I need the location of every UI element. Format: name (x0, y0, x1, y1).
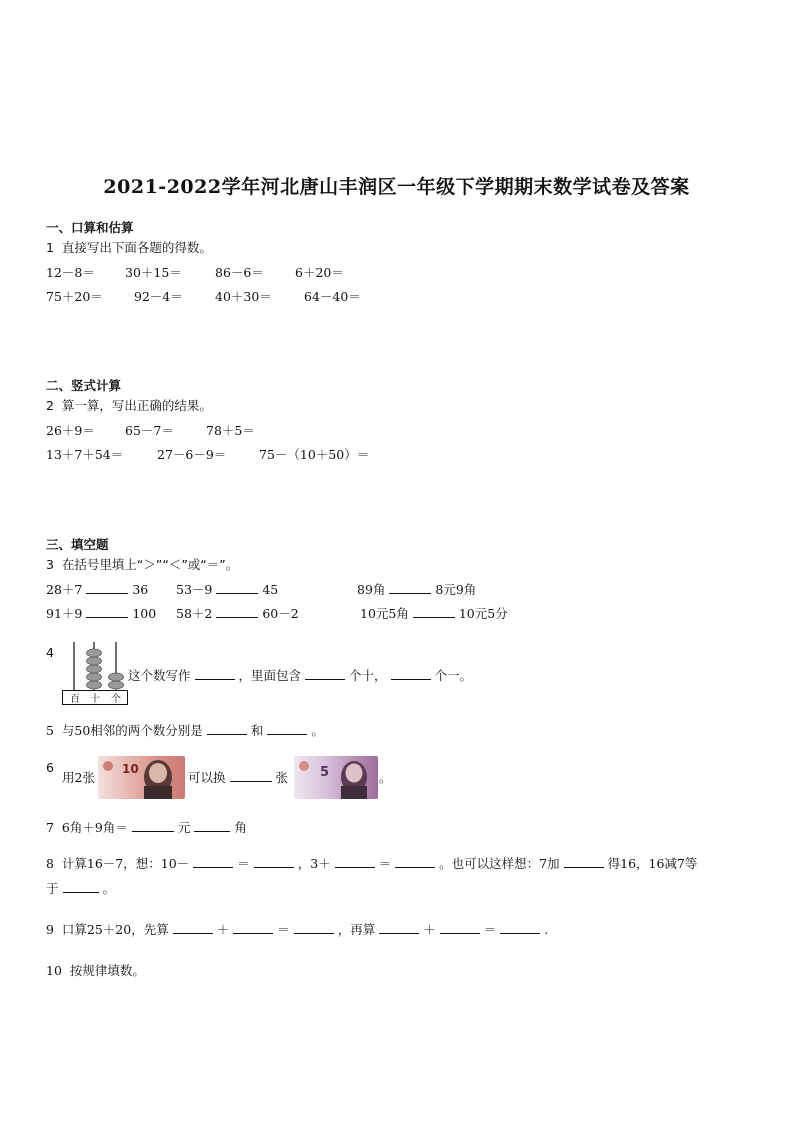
answer-blank[interactable] (132, 819, 174, 832)
abacus-label-tens: 十 (90, 694, 100, 705)
question-5: 5 与50相邻的两个数分别是 和 。 (46, 723, 324, 738)
answer-blank[interactable] (391, 667, 431, 680)
answer-blank[interactable] (194, 819, 230, 832)
answer-blank[interactable] (440, 921, 480, 934)
q2-item: 27－6－9＝ (157, 447, 227, 462)
question-text: 在括号里填上“＞”“＜”或“＝”。 (61, 557, 239, 572)
section-heading-1: 一、口算和估算 (46, 220, 134, 235)
q1-item: 75＋20＝ (46, 289, 103, 304)
answer-blank[interactable] (305, 667, 345, 680)
q3-compare: 10元5角 10元5分 (360, 606, 508, 621)
abacus-image (62, 640, 128, 706)
q3-compare: 89角 8元9角 (357, 582, 477, 597)
q2-item: 75－（10＋50）＝ (259, 447, 370, 462)
answer-blank[interactable] (379, 921, 419, 934)
question-9: 9 口算25＋20，先算 ＋ ＝ ，再算 ＋ ＝ . (46, 922, 549, 937)
note-value-label: 5 (320, 765, 330, 780)
q3-compare: 58＋2 60－2 (176, 606, 299, 621)
question-number: 10 (46, 963, 62, 978)
question-text: 直接写出下面各题的得数。 (61, 240, 212, 255)
ten-yuan-note-image (98, 756, 185, 799)
q2-item: 13＋7＋54＝ (46, 447, 124, 462)
answer-blank[interactable] (86, 581, 128, 594)
question-number: 6 (46, 760, 54, 775)
answer-blank[interactable] (389, 581, 431, 594)
answer-blank[interactable] (500, 921, 540, 934)
answer-blank[interactable] (207, 722, 247, 735)
question-number: 5 (46, 723, 54, 738)
q2-item: 78＋5＝ (206, 423, 255, 438)
answer-blank[interactable] (86, 605, 128, 618)
question-text: 算一算，写出正确的结果。 (61, 398, 212, 413)
abacus-label-hundreds: 百 (70, 694, 80, 705)
q1-item: 92－4＝ (134, 289, 183, 304)
answer-blank[interactable] (413, 605, 455, 618)
question-number: 1 (46, 240, 54, 255)
abacus-drawing (62, 640, 128, 706)
abacus-label-ones: 个 (111, 694, 121, 705)
answer-blank[interactable] (216, 581, 258, 594)
q1-item: 86－6＝ (215, 265, 264, 280)
answer-blank[interactable] (233, 921, 273, 934)
q1-item: 64－40＝ (304, 289, 361, 304)
answer-blank[interactable] (216, 605, 258, 618)
question-1 (46, 238, 212, 256)
answer-blank[interactable] (193, 855, 233, 868)
question-8: 8 计算16－7，想：10－ ＝ ，3＋ ＝ 。也可以这样想：7加 得16，16减7等 (46, 856, 698, 871)
question-number: 8 (46, 856, 54, 871)
answer-blank[interactable] (173, 921, 213, 934)
question-7: 7 6角＋9角＝ 元 角 (46, 820, 247, 835)
q1-item: 12－8＝ (46, 265, 95, 280)
question-10: 10 按规律填数。 (46, 963, 145, 978)
q1-item: 6＋20＝ (295, 265, 344, 280)
q6-text-end: 。 (379, 770, 392, 785)
page-title: 2021-2022学年河北唐山丰润区一年级下学期期末数学试卷及答案 (103, 176, 690, 198)
answer-blank[interactable] (267, 722, 307, 735)
q1-item: 40＋30＝ (215, 289, 272, 304)
q6-text-1: 用2张 (62, 770, 95, 785)
section-heading-2: 二、竖式计算 (46, 378, 122, 393)
answer-blank[interactable] (294, 921, 334, 934)
answer-blank[interactable] (230, 769, 272, 782)
five-yuan-note-image (294, 756, 378, 799)
answer-blank[interactable] (195, 667, 235, 680)
q1-item: 30＋15＝ (125, 265, 182, 280)
q2-item: 26＋9＝ (46, 423, 95, 438)
question-2 (46, 396, 212, 414)
question-8-cont: 于 。 (46, 881, 116, 896)
q4-text: 这个数写作 ，里面包含 个十， 个一。 (128, 668, 473, 683)
q6-text-2: 可以换 张 (188, 770, 289, 785)
answer-blank[interactable] (564, 855, 604, 868)
note-value-label: 10 (122, 762, 139, 776)
answer-blank[interactable] (335, 855, 375, 868)
q3-compare: 28＋7 36 (46, 582, 149, 597)
answer-blank[interactable] (63, 880, 99, 893)
question-number: 2 (46, 398, 54, 413)
q2-item: 65－7＝ (125, 423, 174, 438)
question-number: 7 (46, 820, 54, 835)
question-number: 4 (46, 645, 54, 660)
answer-blank[interactable] (254, 855, 294, 868)
question-3 (46, 555, 238, 573)
q3-compare: 91＋9 100 (46, 606, 157, 621)
section-heading-3: 三、填空题 (46, 537, 109, 552)
question-number: 9 (46, 922, 54, 937)
q3-compare: 53－9 45 (176, 582, 279, 597)
question-number: 3 (46, 557, 54, 572)
answer-blank[interactable] (395, 855, 435, 868)
